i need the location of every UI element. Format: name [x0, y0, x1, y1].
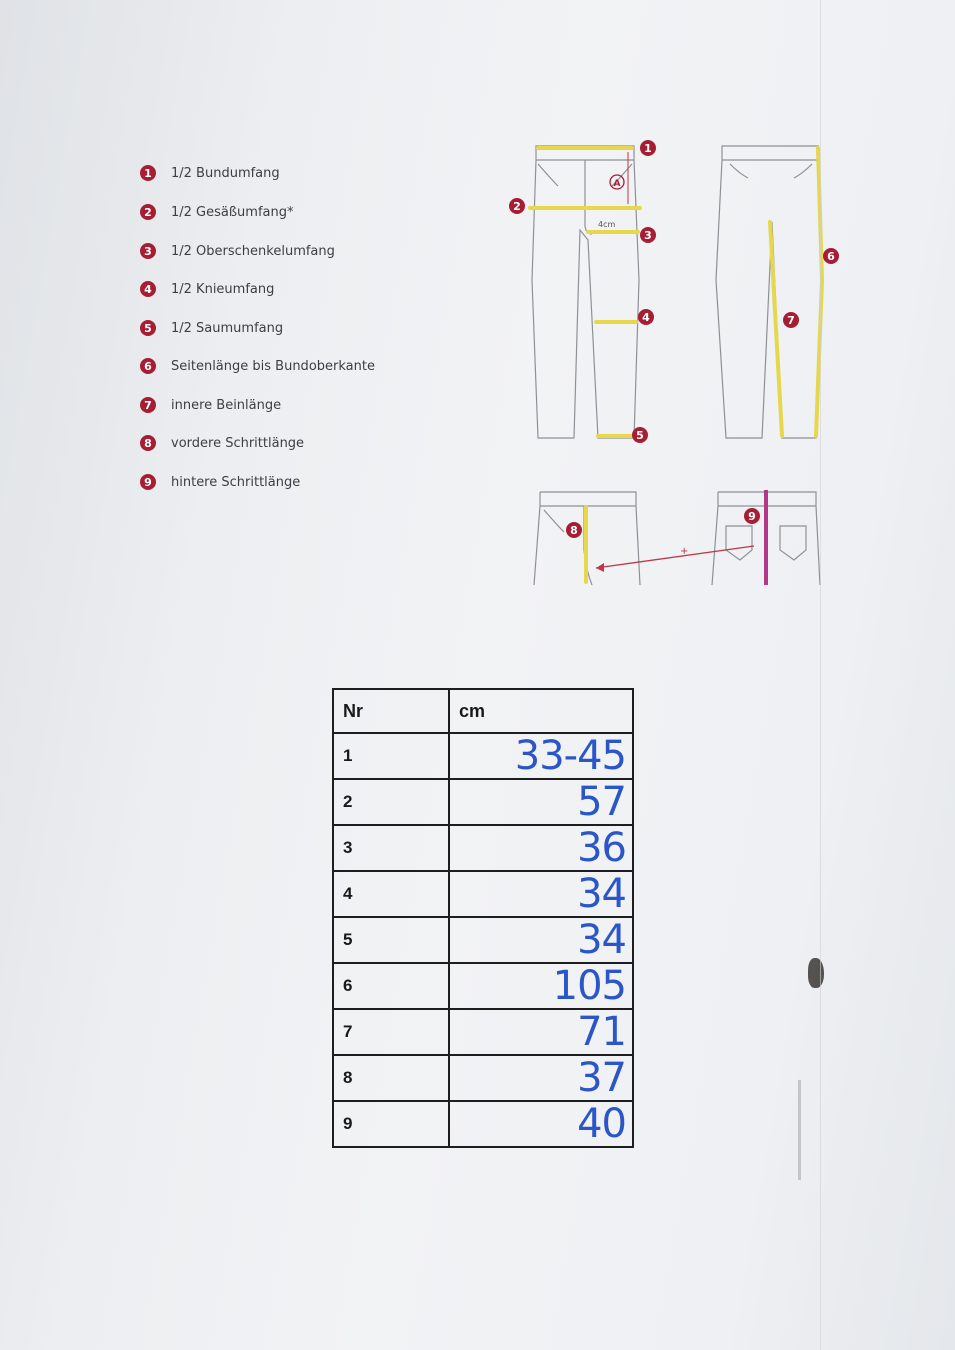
row-cm-value: 36 [449, 825, 633, 871]
legend-label: hintere Schrittlänge [171, 474, 301, 490]
row-nr: 5 [333, 917, 449, 963]
marker-2: 2 [513, 200, 521, 213]
paper-fold-line [820, 0, 821, 1350]
marker-1: 1 [644, 142, 652, 155]
jeans-measurement-diagram [500, 130, 860, 600]
row-nr: 8 [333, 1055, 449, 1101]
legend-item [140, 278, 274, 300]
legend-number-badge: 1 [140, 165, 156, 181]
marker-6: 6 [827, 250, 835, 263]
marker-5: 5 [636, 429, 644, 442]
crotch-reference-arrow [596, 546, 754, 568]
back-pocket-right [794, 164, 812, 178]
table-row [333, 1055, 633, 1101]
marker-9: 9 [748, 510, 756, 523]
legend-label: 1/2 Saumumfang [171, 320, 284, 336]
legend-item [140, 471, 300, 493]
legend-label: vordere Schrittlänge [171, 435, 305, 451]
measure-line-outseam [816, 148, 822, 436]
legend-number-badge: 5 [140, 320, 156, 336]
row-cm-value: 57 [449, 779, 633, 825]
row-cm-value: 34 [449, 871, 633, 917]
legend-item [140, 162, 280, 184]
marker-a: A [613, 179, 621, 189]
table-row [333, 917, 633, 963]
row-cm-value: 33-45 [449, 733, 633, 779]
legend-item [140, 201, 294, 223]
legend-item [140, 317, 283, 339]
legend-number-badge: 3 [140, 243, 156, 259]
legend-item [140, 240, 335, 262]
legend-label: 1/2 Oberschenkelumfang [171, 243, 335, 259]
paper-streak [798, 1080, 801, 1180]
table-header-row [333, 689, 633, 733]
row-nr: 4 [333, 871, 449, 917]
table-row [333, 1101, 633, 1147]
marker-3: 3 [644, 229, 652, 242]
row-cm-value: 40 [449, 1101, 633, 1147]
back-pocket-detail-right [780, 526, 806, 560]
back-pocket-left [730, 164, 748, 178]
row-cm-value: 105 [449, 963, 633, 1009]
paper-smudge [808, 958, 824, 988]
plus-label: + [680, 546, 689, 557]
row-nr: 9 [333, 1101, 449, 1147]
marker-4: 4 [642, 311, 650, 324]
marker-8: 8 [570, 524, 578, 537]
front-pocket-left [538, 164, 558, 186]
arrow-head [596, 563, 604, 572]
table-row [333, 963, 633, 1009]
legend-number-badge: 7 [140, 397, 156, 413]
row-nr: 3 [333, 825, 449, 871]
row-cm-value: 34 [449, 917, 633, 963]
legend-number-badge: 2 [140, 204, 156, 220]
header-cm: cm [449, 689, 633, 733]
legend-number-badge: 6 [140, 358, 156, 374]
header-nr: Nr [333, 689, 449, 733]
offset-label: 4cm [598, 220, 616, 229]
legend-number-badge: 9 [140, 474, 156, 490]
front-fly [585, 160, 592, 234]
back-pocket-detail-left [726, 526, 752, 560]
row-nr: 2 [333, 779, 449, 825]
legend-label: 1/2 Knieumfang [171, 281, 275, 297]
measure-line-inseam [770, 222, 782, 436]
legend-label: 1/2 Gesäßumfang* [171, 204, 294, 220]
row-nr: 1 [333, 733, 449, 779]
front-rise-pocket [544, 510, 564, 532]
legend-number-badge: 4 [140, 281, 156, 297]
legend-item [140, 355, 375, 377]
back-jeans-outline [716, 146, 822, 438]
table-row [333, 825, 633, 871]
legend-number-badge: 8 [140, 435, 156, 451]
legend-item [140, 394, 281, 416]
legend-item [140, 432, 304, 454]
legend-label: innere Beinlänge [171, 397, 282, 413]
marker-7: 7 [787, 314, 795, 327]
legend-label: Seitenlänge bis Bundoberkante [171, 358, 375, 374]
row-nr: 7 [333, 1009, 449, 1055]
table-row [333, 733, 633, 779]
row-cm-value: 71 [449, 1009, 633, 1055]
table-row [333, 779, 633, 825]
measurements-table [332, 688, 634, 1148]
table-row [333, 1009, 633, 1055]
row-cm-value: 37 [449, 1055, 633, 1101]
table-row [333, 871, 633, 917]
legend-label: 1/2 Bundumfang [171, 165, 280, 181]
row-nr: 6 [333, 963, 449, 1009]
